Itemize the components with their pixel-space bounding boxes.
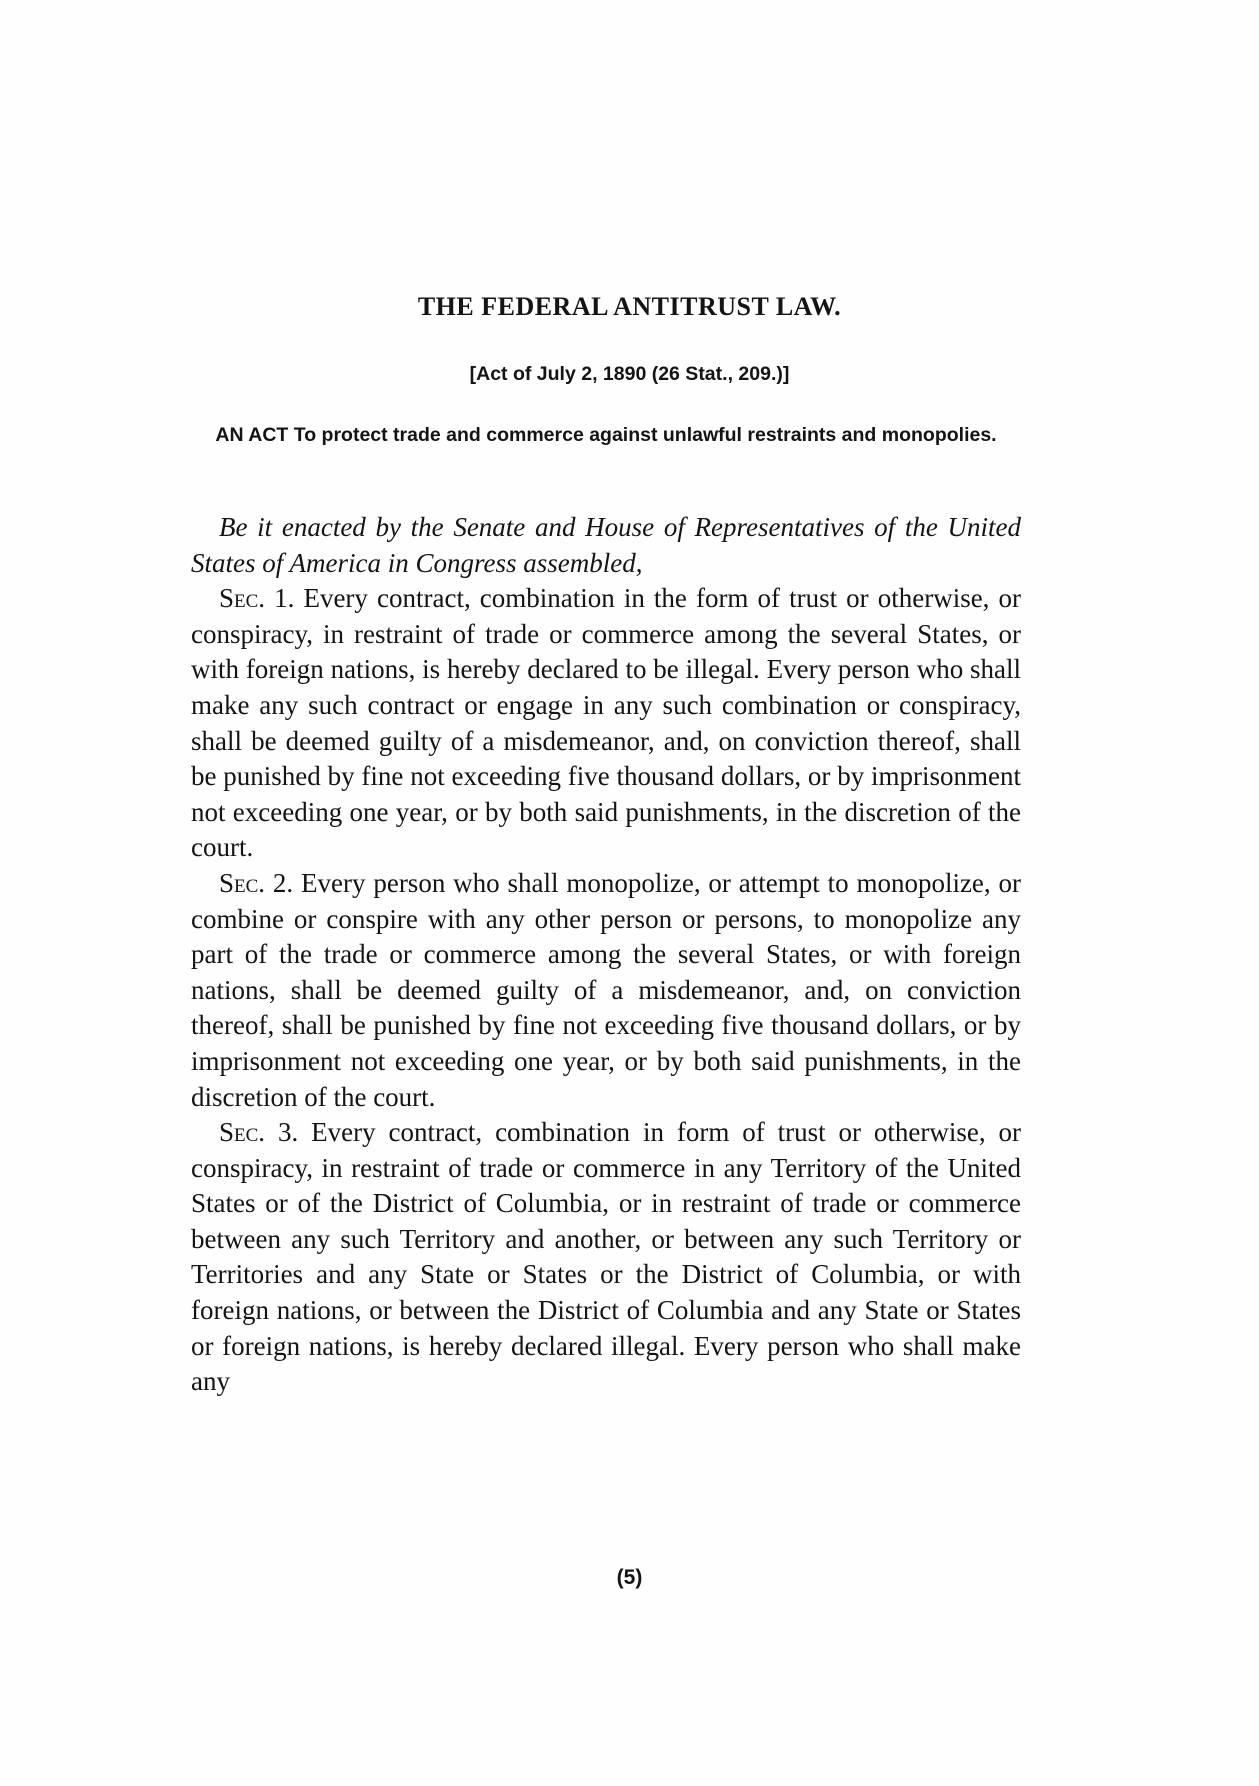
section-label: Sec. 1. bbox=[219, 583, 295, 614]
section-3 bbox=[191, 1115, 1021, 1400]
section-text: Every contract, combination in form of trust or otherwise, or conspiracy, in restraint of trade or commerce in any Territory of the United States or of the District of Columbia, or in restraint of trade or commerce between any such Territory and another, or between any such Territory or Territories and any State or States or the District of Columbia, or with foreign nations, or between the District of Columbia and any State or States or foreign nations, is hereby declared illegal. Every person who shall make any bbox=[191, 1117, 1022, 1397]
section-label: Sec. 2. bbox=[219, 867, 294, 898]
act-description: AN ACT To protect trade and commerce against unlawful restraints and monopolies. bbox=[215, 424, 997, 446]
statute-body bbox=[191, 510, 1021, 1400]
section-text: Every contract, combination in the form of trust or otherwise, or conspiracy, in restraint of trade or commerce among the several States, or with foreign nations, is hereby declared to be illegal. Every person who shall make any such contract or engage in any such combination or conspiracy, shall be deemed guilty of a misdemeanor, and, on conviction thereof, shall be punished by fine not exceeding five thousand dollars, or by imprisonment not exceeding one year, or by both said punishments, in the discretion of the court. bbox=[191, 583, 1021, 863]
enacting-clause: Be it enacted by the Senate and House of Representatives of the United States of America in Congress assembled, bbox=[191, 512, 1021, 578]
document-title: THE FEDERAL ANTITRUST LAW. bbox=[417, 292, 842, 321]
section-label: Sec. 3. bbox=[219, 1117, 299, 1148]
page-number: (5) bbox=[616, 1566, 643, 1589]
section-text: Every person who shall monopolize, or attempt to monopolize, or combine or conspire with any other person or persons, to monopolize any part of the trade or commerce among the several States, or with foreign nations, shall be deemed guilty of a misdemeanor, and, on conviction thereof, shall be punished by fine not exceeding five thousand dollars, or by imprisonment not exceeding one year, or by both said punishments, in the discretion of the court. bbox=[191, 867, 1022, 1112]
section-1 bbox=[191, 581, 1021, 866]
act-citation: [Act of July 2, 1890 (26 Stat., 209.)] bbox=[469, 363, 790, 385]
section-2 bbox=[191, 866, 1021, 1115]
